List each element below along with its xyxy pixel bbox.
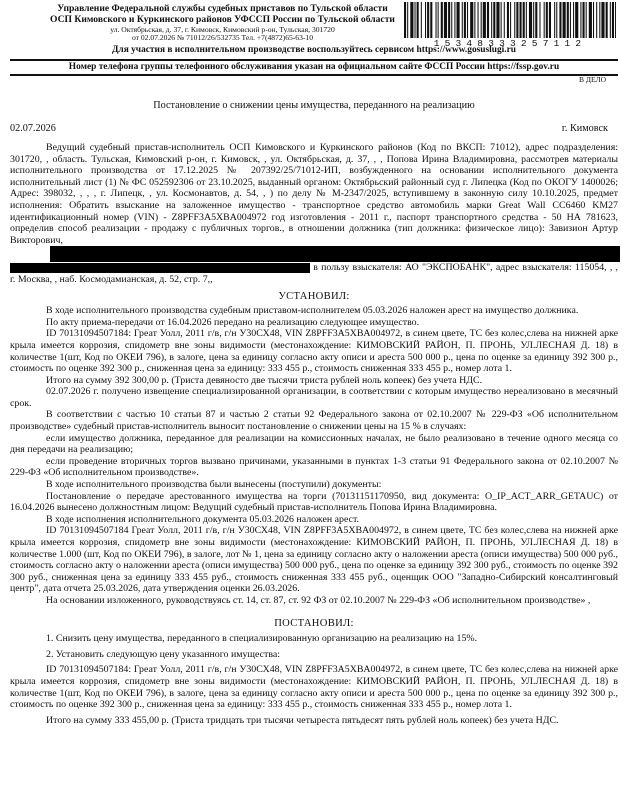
- barcode-bar: [575, 2, 578, 38]
- barcode-bar: [441, 2, 443, 38]
- barcode-bar: [487, 2, 489, 38]
- barcode-bar: [606, 2, 608, 38]
- heading-resolved: ПОСТАНОВИЛ:: [274, 617, 354, 629]
- paragraph: В ходе исполнения исполнительного документа 05.03.2026 наложен арест.: [46, 513, 360, 525]
- barcode-bar: [410, 2, 413, 38]
- barcode-bar: [610, 2, 611, 38]
- heading-established: УСТАНОВИЛ:: [278, 290, 350, 302]
- resolution-item-2: 2. Установить следующую цену указанного имущества:: [46, 648, 281, 660]
- paragraph: если имущество должника, переданное для реализации на комиссионных началах, не было реализовано в течение одного месяца со дня передачи на реализацию;: [10, 432, 618, 456]
- barcode-bar: [544, 2, 545, 38]
- barcode-bar: [417, 2, 419, 38]
- barcode-bar: [589, 2, 592, 38]
- barcode-bar: [549, 2, 551, 38]
- document-title: Постановление о снижении цены имущества, переданного на реализацию: [153, 100, 475, 111]
- organization-header: [50, 4, 395, 25]
- barcode-bar: [539, 2, 540, 38]
- barcode-bar: [438, 2, 439, 38]
- barcode-bar: [510, 2, 511, 38]
- barcode-bar: [615, 2, 616, 38]
- barcode-bar: [493, 2, 495, 38]
- barcode-bar: [559, 2, 561, 38]
- barcode-bar: [563, 2, 566, 38]
- barcode-bar: [467, 2, 468, 38]
- redaction-bar: [50, 246, 620, 262]
- barcode-bar: [583, 2, 585, 38]
- barcode-bar: [533, 2, 534, 38]
- barcode-bar: [570, 2, 571, 38]
- barcode-bar: [523, 2, 525, 38]
- org-line-2: ОСП Кимовского и Куркинского районов УФССП России по Тульской области: [50, 13, 395, 25]
- paragraph: В соответствии с частью 10 статьи 87 и частью 2 статьи 92 Федерального закона от 02.10.2007 № 229-ФЗ «Об исполнительном производстве» судебный пристав-исполнитель выносит постановление о снижении цены на 15 % в случаях:: [10, 409, 618, 433]
- paragraph: На основании изложенного, руководствуясь ст. 14, ст. 87, ст. 92 ФЗ от 02.10.2007 № 229-ФЗ «Об исполнительном производстве» ,: [46, 594, 591, 606]
- barcode-bar: [516, 2, 518, 38]
- paragraph: В ходе исполнительного производства судебным приставом-исполнителем 05.03.2026 наложен арест на имущество должника.: [46, 305, 579, 317]
- barcode-bar: [421, 2, 422, 38]
- barcode-bar: [415, 2, 416, 38]
- resolution-item-1: 1. Снизить цену имущества, переданного в специализированную организацию на реализацию на 15%.: [46, 633, 478, 645]
- barcode-bar: [457, 2, 460, 38]
- barcode-bar: [430, 2, 432, 38]
- barcode-bar: [612, 2, 614, 38]
- gosuslugi-notice: Для участия в исполнительном производстве воспользуйтесь сервисом https://www.gosuslugi.ru: [111, 45, 516, 55]
- barcode-bar: [529, 2, 532, 38]
- spacer: [10, 607, 618, 613]
- barcode-bar: [601, 2, 604, 38]
- barcode-bar: [470, 2, 473, 38]
- barcode-bar: [535, 2, 537, 38]
- paragraph: 02.07.2026 г. получено извещение специализированной организации, в соответствии с которым имущество нереализовано в месячный срок.: [10, 386, 618, 409]
- barcode-bar: [462, 2, 463, 38]
- barcode-bar: [491, 2, 492, 38]
- barcode-bar: [474, 2, 475, 38]
- barcode-bar: [586, 2, 587, 38]
- paragraph: ID 70131094507184: Греат Уолл, 2011 г/в, г/н У30СХ48, VIN Z8PFF3A5XBA004972, в синем цвете, ТС без колес,слева на нижней арке крыла имеется коррозия, спидометр вне зоны видимости (местонахождение: КИМОВСКИЙ РАЙОН, П. ПРОНЬ, УЛ.ЛЕСНАЯ Д. 18) в количестве 1(шт, Код по ОКЕИ 796), в залоге, цена за единицу согласно акту описи и ареста 500 000 р., цена по оценке за единицу 392 300 р., стоимость по оценке 392 300 р., сниженная цена за единицу: 333 455 р., стоимость сниженная 333 455 р., номер лота 1.: [10, 664, 618, 711]
- barcode-bar: [554, 2, 555, 38]
- document-date: 02.07.2026: [10, 123, 56, 134]
- barcode-bar: [478, 2, 479, 38]
- paragraph: Постановление о передаче арестованного имущества на торги (70131151170950, вид документа: O_IP_ACT_ARR_GETAUC) от 16.04.2026 вынесено должностным лицом: Ведущий судебный пристав-исполнитель Попова Ирина Владимировна.: [10, 490, 618, 514]
- phone-notice: Номер телефона группы телефонного обслуживания указан на официальном сайте ФССП России https://fssp.gov.ru: [68, 62, 560, 72]
- barcode-bar: [520, 2, 522, 38]
- intro-tail-paragraph: [10, 262, 618, 285]
- barcode-number: 15348333257112: [433, 38, 587, 49]
- barcode-bar: [567, 2, 569, 38]
- barcode-bar: [425, 2, 426, 38]
- paragraph: если проведение вторичных торгов вызвано причинами, указанными в пунктах 1-3 статьи 91 Федерального закона от 02.10.2007 № 229-ФЗ «Об исполнительном производстве».: [10, 455, 618, 479]
- barcode-bar: [501, 2, 502, 38]
- barcode-bar: [483, 2, 486, 38]
- paragraph: Итого на сумму 392 300,00 р. (Триста девяносто две тысячи триста рублей ноль копеек) без учета НДС.: [46, 374, 483, 386]
- barcode-bar: [556, 2, 557, 38]
- barcode-bar: [580, 2, 581, 38]
- paragraph: ID 70131094507184: Греат Уолл, 2011 г/в, г/н У30СХ48, VIN Z8PFF3A5XBA004972, в синем цвете, ТС без колес,слева на нижней арке крыла имеется коррозия, спидометр вне зоны видимости (местонахождение: КИМОВСКИЙ РАЙОН, П. ПРОНЬ, УЛ.ЛЕСНАЯ Д. 18) в количестве 1(шт, Код по ОКЕИ 796), в залоге, цена за единицу согласно акту описи и ареста 500 000 р., цена по оценке за единицу 392 300 р., стоимость по оценке 392 300 р., сниженная цена за единицу: 333 455 р., стоимость сниженная 333 455 р., номер лота 1.: [10, 328, 618, 375]
- document-city: г. Кимовск: [561, 123, 608, 134]
- barcode-bar: [427, 2, 429, 38]
- barcode-bar: [526, 2, 527, 38]
- divider: [10, 74, 618, 76]
- barcode-bar: [504, 2, 505, 38]
- redaction-bar: [10, 263, 310, 273]
- paragraph: ID 70131094507184 Греат Уолл, 2011 г/в, г/н У30СХ48, VIN Z8PFF3A5XBA004972, в синем цвете, ТС без колес,слева на нижней арке крыла имеется коррозия, спидометр вне зоны видимости (местонахождение: КИМОВСКИЙ РАЙОН, П. ПРОНЬ, УЛ.ЛЕСНАЯ Д. 18) в количестве 1.000 (шт, Код по ОКЕИ 796), в залоге, лот № 1, цена за единицу согласно акту о наложении ареста (описи имущества) 500 000 руб., стоимость согласно акту о наложении ареста (описи имущества) 500 000 руб., цена по оценке за единицу 392 300 руб., стоимость по оценке 392 300 руб., сниженная цена за единицу 333 455 руб., стоимость сниженная 333 455 руб., оценщик ООО "Западно-Сибирский консалтинговый центр", дата отчета 25.03.2026, дата утверждения оценки 26.03.2026.: [10, 525, 618, 595]
- paragraph: По акту приема-передачи от 16.04.2026 передано на реализацию следующее имущество.: [46, 316, 420, 328]
- barcode-bar: [593, 2, 594, 38]
- barcode-bar: [444, 2, 447, 38]
- barcode-bar: [404, 2, 406, 38]
- intro-paragraph: Ведущий судебный пристав-исполнитель ОСП Кимовского и Куркинского районов (Код по ВКСП: 71012), адрес подразделения: 301720, , область. Тульская, Кимовский р-он, г. Кимовск, , ул. Октябрьская, д. 37, , , Попова Ирина Владимировна, рассмотрев материалы исполнительного производства от 17.12.2025 № 207392/25/71012-ИП, возбужденного на основании исполнительного документа исполнительный лист (1) № ФС 052592306 от 23.10.2025, выданный органом: Октябрьский районный суд г. Липецка (Код по ОКОГУ 1400026; Адрес: 398032, , , , г. Липецк, , ул. Космонавтов, д. 54, , ) по делу № М-2347/2025, вступившему в законную силу 10.10.2025, предмет исполнения: Обратить взыскание на заложенное имущество - транспортное средство автомобиль марки Great Wall CC6460 KM27 идентификационный номер (VIN) - Z8PFF3A5XBA004972 год изготовления - 2011 г., паспорт транспортного средства - 50 НА 781623, определив способ реализации - продажу с публичных торгов., в отношении должника (тип должника: физическое лицо): Завизион Артур Викторович,: [10, 142, 618, 246]
- barcode: [404, 2, 616, 38]
- barcode-bar: [514, 2, 515, 38]
- barcode-bar: [481, 2, 482, 38]
- barcode-bar: [451, 2, 452, 38]
- document-body: [10, 142, 618, 726]
- address-line-1: ул. Октябрьская, д. 37, г. Кимовск, Кимовский р-он, Тульская, 301720: [110, 25, 335, 34]
- barcode-bar: [546, 2, 548, 38]
- archive-stamp: В ДЕЛО: [579, 75, 606, 84]
- barcode-bar: [573, 2, 574, 38]
- barcode-bar: [464, 2, 466, 38]
- barcode-bar: [407, 2, 408, 38]
- paragraph: Итого на сумму 333 455,00 р. (Триста тридцать три тысячи четыреста пятьдесят пять рублей ноль копеек) без учета НДС.: [46, 714, 559, 726]
- barcode-bar: [496, 2, 499, 38]
- address-line-2: от 02.07.2026 № 71012/26/532735 Тел. +7(4872)65-63-10: [131, 33, 314, 43]
- barcode-bar: [454, 2, 455, 38]
- paragraph: В ходе исполнительного производства были вынесены (поступили) документы:: [46, 479, 382, 491]
- divider: [10, 59, 618, 61]
- barcode-bar: [436, 2, 437, 38]
- creditor-text: в пользу взыскателя: АО "ЭКСПОБАНК", адрес взыскателя: 115054, , , г. Москва, , наб. Космодамианская, д. 52, стр. 7,,: [10, 262, 619, 285]
- organization-address: [50, 26, 395, 42]
- barcode-bar: [599, 2, 600, 38]
- barcode-bar: [507, 2, 509, 38]
- org-line-1: Управление Федеральной службы судебных приставов по Тульской области: [57, 3, 388, 14]
- barcode-bar: [596, 2, 597, 38]
- barcode-bar: [448, 2, 450, 38]
